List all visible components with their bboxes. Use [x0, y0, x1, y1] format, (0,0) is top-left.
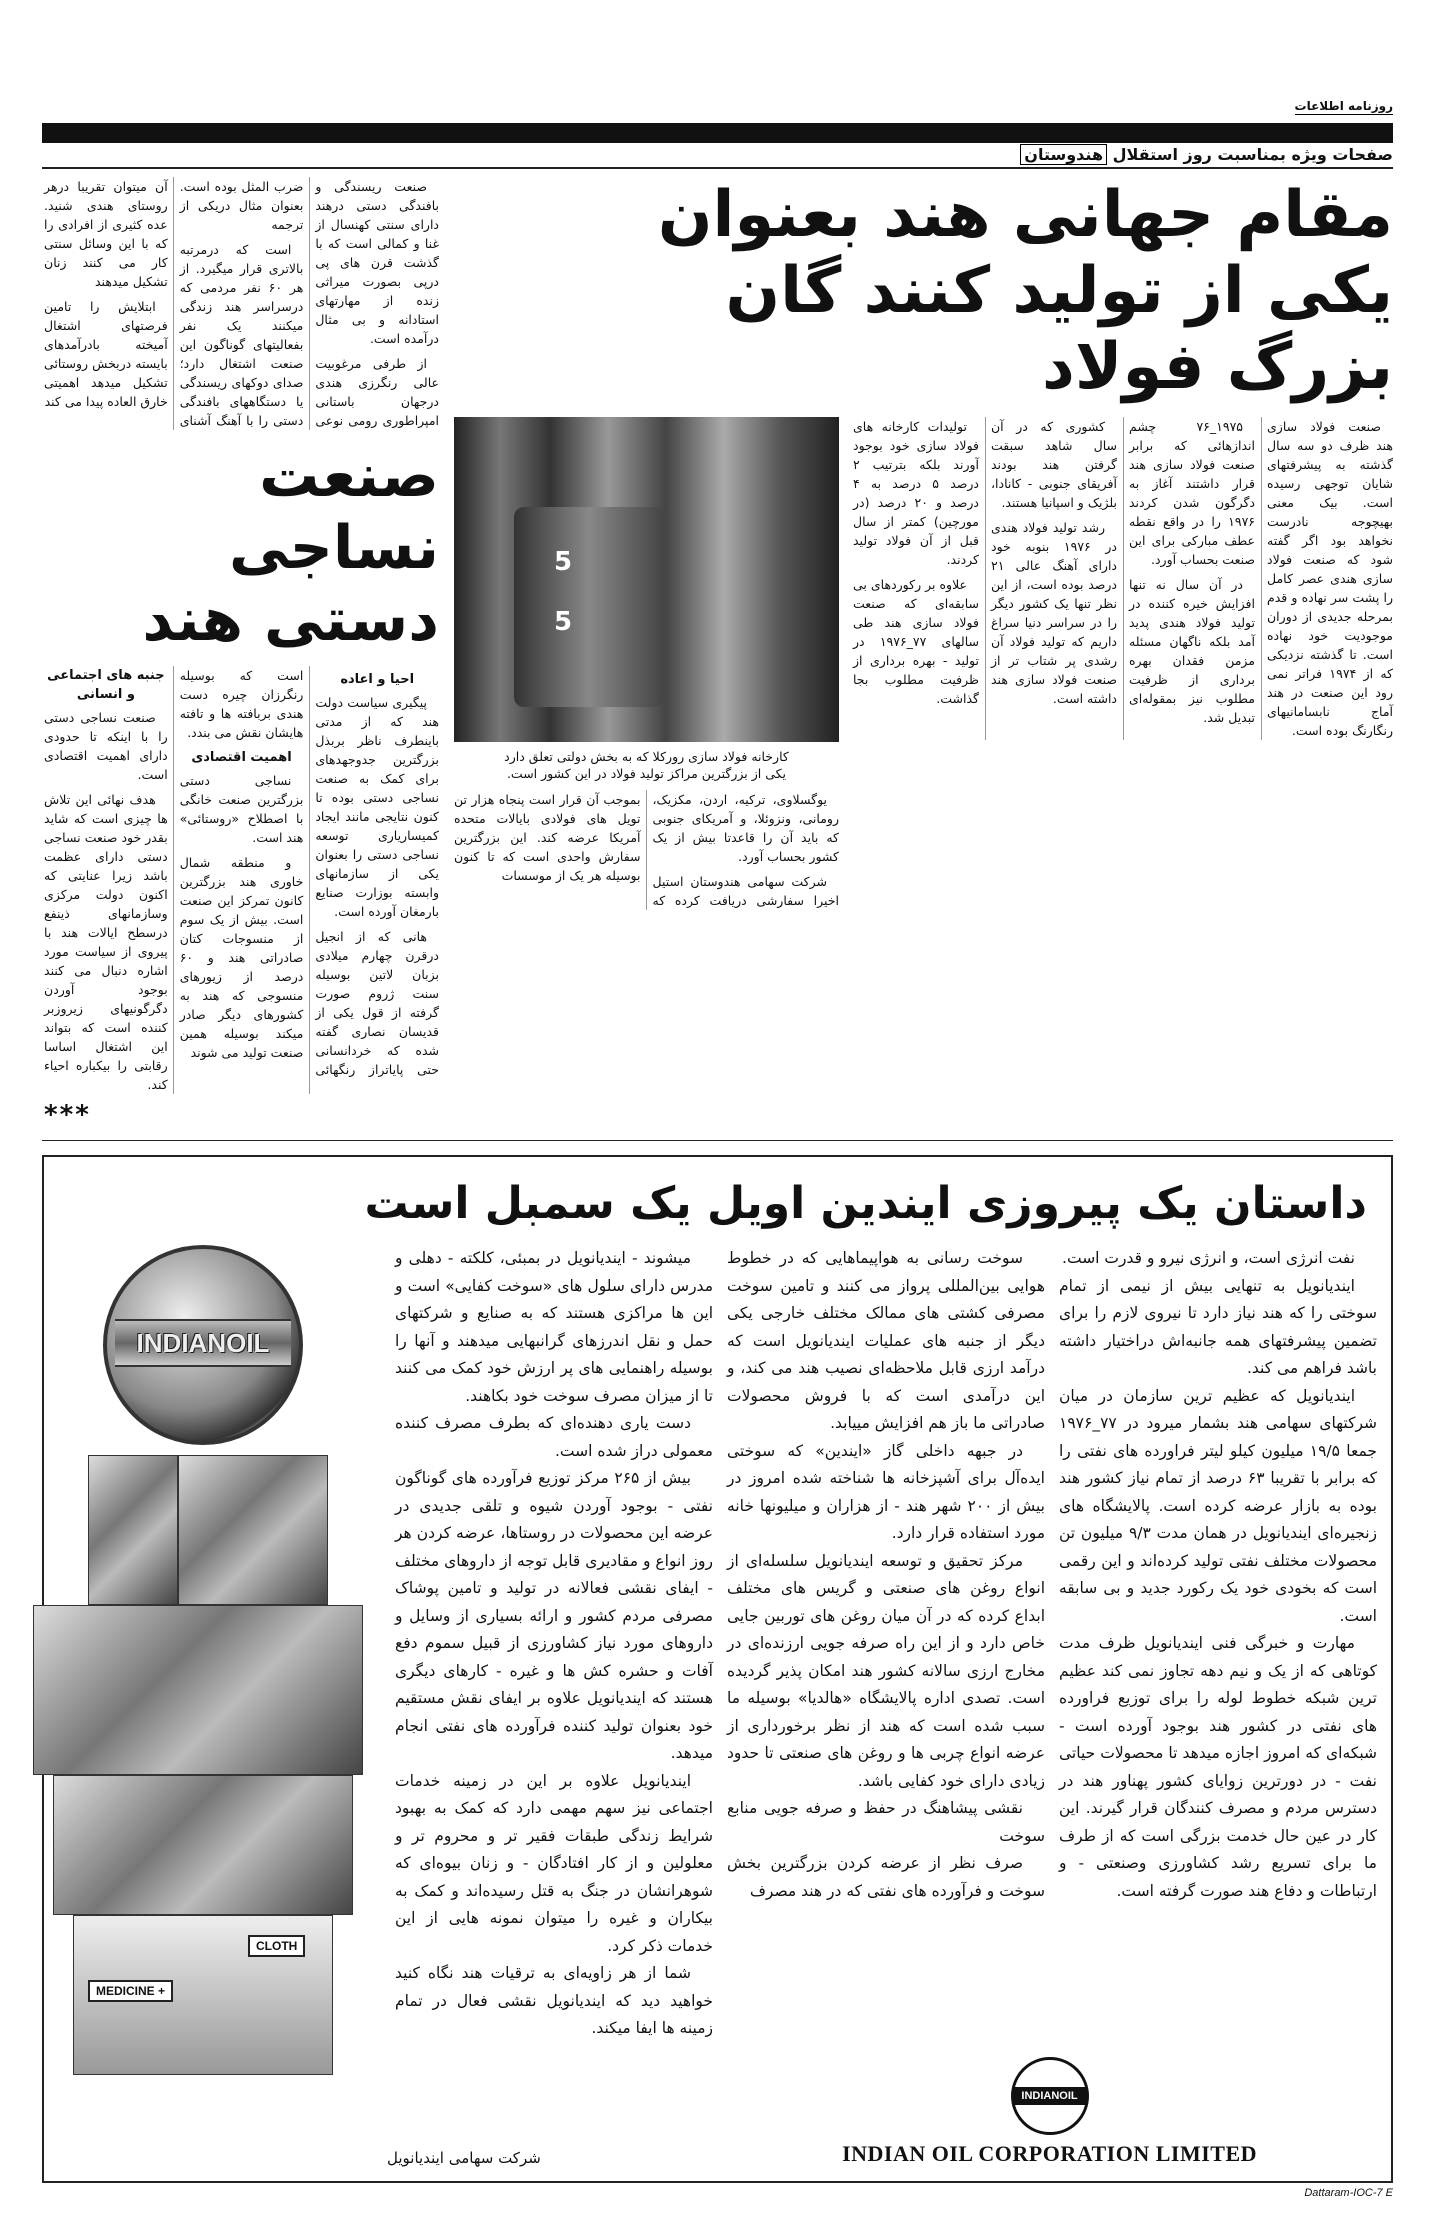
textile-paragraph: پیگیری سیاست دولت هند که از مدتی باینطرف ناظر بربذل بزرگترین جدوجهدهای برای کمک به صنعت نساجی دستی بوده تا کنون نتایجی مانند ایجاد کمیساریاری توسعه نساجی دستی را بعنوان یکی از سازمانهای وابسته بوزارت صنایع بارمغان آورده است. — [315, 695, 439, 919]
steel-paragraph: کشوری که در آن سال شاهد سبقت گرفتن هند بودند آفریقای جنوبی - کانادا، بلژیک و اسپانیا هستند. — [991, 419, 1117, 510]
textile-article-bottom — [44, 666, 439, 1094]
ad-photo-collage — [33, 1245, 373, 2080]
ad-paragraph: سوخت رسانی به هواپیماهایی که در خطوط هوایی بین‌المللی پرواز می کنند و تامین سوخت مصرفی کشتی های ممالک مختلف خارجی یکی دیگر از جنبه های عملیات ایندیانویل است که درآمد ارزی قابل ملاحظه‌ای نصیب هند می کند، و این درآمدی است که با فروش محصولات صادراتی ما باز هم افزایش مییابد. — [727, 1249, 1045, 1432]
ad-subheading: نقشی پیشاهنگ در حفظ و صرفه جویی منابع سوخت — [727, 1799, 1045, 1845]
textile-paragraph: ابتلایش را تامین فرصتهای اشتغال آمیخته بادرآمدهای بایسته دربخش روستائی تشکیل میدهد اهمیتی خارق العاده پیدا می کند — [44, 299, 168, 409]
textile-subhead: اهمیت اقتصادی — [191, 750, 292, 765]
ad-paragraph: بیش از ۲۶۵ مرکز توزیع فرآورده های گوناگون نفتی - بوجود آوردن شیوه و تلقی جدیدی در عرضه این محصولات در روستاها، عرضه کردن هر روز انواع و مقادیری قابل توجه از داروهای مختلف - ایفای نقشی فعالانه در تولید و تامین پوشاک مصرفی مردم کشور و ارائه بسیاری از وسایل و داروهای مورد نیاز کشاورزی از قبیل سموم دفع آفات و حشره کش ها و غیره - کارهای دیگری هستند که ایندیانویل علاوه بر ایفای نقش مستقیم خود بعنوان تولید کننده فرآورده های نفتی انجام میدهد. — [395, 1469, 713, 1762]
ad-paragraph: شما از هر زاویه‌ای به ترقیات هند نگاه کنید خواهید دید که ایندیانویل نقشی فعال در تمام زمینه ها ایفا میکند. — [395, 1964, 713, 2037]
collage-image-refinery — [53, 1775, 353, 1915]
steel-plant-photo — [454, 417, 839, 742]
steel-paragraph: شرکت سهامی هندوستان استیل اخیرا سفارشی دریافت کرده که بموجب آن قرار است پنجاه هزار تن تویل های فولادی بایالات متحده آمریکا عرضه کند. این بزرگترین سفارش واحدی است که تا کنون بوسیله هر یک از موسسات — [454, 792, 839, 908]
textile-subhead: جنبه های اجتماعی و انسانی — [47, 668, 165, 702]
steel-article — [453, 177, 1393, 910]
photo-caption — [454, 748, 839, 782]
steel-paragraph: رشد تولید فولاد هندی در ۱۹۷۶ بنوبه خود دارای آهنگ عالی ۲۱ درصد بوده است، از این نظر تنها یک کشور دیگر را در سراسر دنیا سراغ داریم که تولید فولاد آن رشدی پر شتاب تر از صنعت فولاد سازی هند داشته است. — [991, 520, 1117, 706]
photo-number: 5 — [554, 607, 573, 637]
ad-brand — [842, 2057, 1257, 2167]
ad-paragraph: در جبهه داخلی گاز «ایندین» که سوختی ایده‌آل برای آشپزخانه ها شناخته شده امروز در بیش از ۲۰۰ شهر هند - از هزاران و میلیونها خانه مورد استفاده قرار دارد. — [727, 1441, 1045, 1542]
steel-paragraph: تولیدات کارخانه های فولاد سازی خود بوجود آورند بلکه بترتیب ۲ درصد ۵ درصد به ۴ درصد و ۲۰ درصد (در مورچین) کمتر از سال قبل از آن فولاد تولید کردند. — [853, 419, 979, 567]
ad-signature: شرکت سهامی ایندیانویل — [387, 2148, 541, 2167]
ad-column-2 — [727, 1245, 1045, 1905]
logo-text: INDIANOIL — [1014, 2087, 1086, 2105]
steel-sidebar-column — [454, 790, 839, 910]
textile-paragraph: صنعت ریسندگی و بافندگی دستی درهند دارای سنتی کهنسال از غنا و کمالی است که با گذشت قرن های پی درپی بصورت میراثی زنده از مهارتهای استادانه و بی مثال درآمده است. — [315, 179, 439, 346]
top-articles — [42, 177, 1393, 1141]
ad-paragraph: ایندیانویل به تنهایی بیش از نیمی از تمام سوختی را که هند نیاز دارد تا نیروی لازم را برای تضمین پیشرفتهای همه جانبه‌اش دراختیار داشته باشد فراهم می کند. — [1059, 1276, 1377, 1377]
collage-image-woman — [178, 1455, 328, 1605]
ad-paragraph: نفت انرژی است، و انرژی نیرو و قدرت است. — [1062, 1249, 1355, 1267]
header-black-bar — [42, 123, 1393, 143]
textile-headline-line: دستی هند — [142, 585, 439, 655]
article-end-mark: *** — [44, 1100, 91, 1130]
steel-paragraph: علاوه بر رکوردهای بی سابقه‌ای که صنعت فولاد سازی هند طی سالهای ۷۷_۱۹۷۶ در تولید - بهره برداری از ظرفیت مطلوب بجا گذاشت. — [853, 577, 980, 706]
steel-headline-line: یکی از تولید کنند گان — [725, 254, 1393, 328]
caption-line: یکی از بزرگترین مراکز تولید فولاد در این کشور است. — [506, 766, 787, 781]
sign-logo-text: INDIANOIL — [115, 1319, 291, 1367]
corporation-name: INDIAN OIL CORPORATION LIMITED — [842, 2140, 1257, 2166]
textile-paragraph: از طرفی مرغوبیت عالی رنگرزی هندی درجهان باستانی امپراطوری رومی نوعی ضرب المثل بوده است. بعنوان مثال دریکی از ترجمه — [179, 179, 439, 428]
ad-paragraph: مرکز تحقیق و توسعه ایندیانویل سلسله‌ای از انواع روغن های صنعتی و گریس های مختلف ابداع کرده که در آن میان روغن های توربین جایی خاص دارد و از این راه صرفه جویی ارزنده‌ای در مخارج ارزی سالانه کشور هند امکان پذیر گردیده است. تصدی اداره پالایشگاه «هالدیا» بوسیله ما سبب شده است که هند از نظر برخورداری از عرضه انواع چربی ها و روغن های صنعتی تا حدود زیادی دارای خود کفایی باشد. — [727, 1551, 1045, 1790]
indianoil-sign-image — [103, 1245, 303, 1445]
indianoil-logo — [1011, 2057, 1089, 2135]
masthead-row — [42, 95, 1393, 115]
steel-headline-line: بزرگ فولاد — [1041, 330, 1393, 404]
textile-paragraph: و منطقه شمال خاوری هند بزرگترین کانون تمرکز این صنعت است. بیش از یک سوم از منسوجات کتان صادراتی هند و ۶۰ درصد از زیورهای منسوجی که هند به کشورهای دیگر صادر میکند بوسیله همین صنعت تولید می شوند — [179, 855, 304, 1060]
textile-article — [44, 177, 439, 1130]
ad-headline: داستان یک پیروزی ایندین اویل یک سمبل است — [364, 1178, 1367, 1229]
ad-column-3 — [395, 1245, 713, 2043]
steel-paragraph: یوگسلاوی، ترکیه، اردن، مکزیک، رومانی، ونزوئلا، و آمریکای جنوبی که باید آن را قاعدتا بیش از یک کشور بحساب آورد. — [652, 792, 839, 864]
steel-headline — [453, 177, 1393, 405]
section-label — [42, 143, 1393, 169]
textile-paragraph: نساجی دستی بزرگترین صنعت خانگی با اصطلاح «روستائی» هند است. — [179, 773, 304, 845]
section-label-highlight: هندوستان — [1020, 144, 1107, 165]
ad-paragraph: ایندیانویل علاوه بر این در زمینه خدمات اجتماعی نیز سهم مهمی دارد که کمک به بهبود شرایط زندگی طبقات فقیر تر و محروم تر و معلولین و از کار افتادگان - و زنان بیوه‌ای که شوهرانشان در جنگ به قتل رسیده‌اند و کمک به بیکاران و غیره را میتوان نمونه هایی از این خدمات ذکر کرد. — [395, 1771, 713, 1955]
textile-paragraph: هدف نهائی این تلاش ها چیزی است که شاید بقدر خود صنعت نساجی دستی دارای عظمت باشد زیرا عنایتی که اکنون دولت مرکزی وسازمانهای ذینفع درسطح ایالات هند با پیروی از سیاست مورد اشاره دنبال می کنند بوجود آوردن دگرگونیهای زیروزبر کننده است که بتواند این اشتغال اساسا رقابتی را بیکباره احیاء کند. — [44, 792, 168, 1092]
steel-body-row — [453, 417, 1393, 910]
ladle-image — [514, 507, 664, 707]
photo-number: 5 — [554, 547, 573, 577]
ad-text-area — [387, 1245, 1377, 2167]
textile-paragraph: صنعت نساجی دستی را با اینکه تا حدودی دارای اهمیت اقتصادی است. — [44, 710, 168, 782]
textile-headline-line: نساجی — [228, 513, 439, 583]
textile-paragraph: هانی که از انجیل درقرن چهارم میلادی بزبان لاتین بوسیله سنت ژروم صورت گرفته از قول یکی از قدیسان نصاری گفته شده که خردانسانی حتی پایاتراز رنگهائی است که بوسیله رنگرزان چیره دست هندی بربافته ها و تافته هایشان نقش می بندد. — [179, 668, 439, 1077]
steel-paragraph: صنعت فولاد سازی هند ظرف دو سه سال گذشته به پیشرفتهای شایان توجهی رسیده است. بیک معنی بهیچوجه نادرست نخواهد بود اگر گفته شود که صنعت فولاد سازی هندی عصر کامل را پشت سر نهاده و قدم بمرحله جدیدی از دوران موجودیت خود نهاده است. تا گذشته نزدیکی که از ۱۹۷۴ فراتر نمی رود این صنعت در هند آماج نابسامانیهای رنگارنگ بوده است. — [1267, 419, 1394, 738]
ad-paragraph: دست یاری دهنده‌ای که بطرف مصرف کننده معمولی دراز شده است. — [395, 1414, 713, 1460]
ad-paragraph: مهارت و خبرگی فنی ایندیانویل ظرف مدت کوتاهی که از یک و نیم دهه تجاوز نمی کند عظیم ترین شبکه خطوط لوله را برای توزیع فراورده های نفتی در کشور هند بوجود آورده است - شبکه‌ای که امروز اجازه میدهد تا محصولات حیاتی نفت - در دورترین زوایای کشور پهناور هند در دسترس مردم و مصرف کنندگان قرار گیرند. این کار در عین حال خدمت بزرگی است که از طرف ما برای تسریع رشد کشاورزی وصنعتی - و ارتباطات و دفاع هند صورت گرفته است. — [1059, 1634, 1377, 1900]
section-label-prefix: صفحات ویژه بمناسبت روز استقلال — [1112, 145, 1393, 164]
textile-paragraph: است که درمرتبه بالاتری قرار میگیرد. از هر ۶۰ نفر مردمی که درسراسر هند زندگی میکنند یک نفر بفعالیتهای گوناگون این صنعت اشتغال دارد؛ صدای دوکهای ریسندگی یا دستگاههای بافندگی دستی را با آهنگ آشنای آن میتوان تقریبا درهر روستای هندی شنید. عده کثیری از افرادی را که با این وسائل سنتی کار می کنند زنان تشکیل میدهند — [44, 179, 304, 428]
ad-paragraph: ایندیانویل که عظیم ترین سازمان در میان شرکتهای سهامی هند بشمار میرود در ۷۷_۱۹۷۶ جمعا ۱۹/۵ میلیون کیلو لیتر فراورده های نفتی را که برابر با تقریبا ۶۳ درصد از تمام نیاز کشور هند بوده به بازار عرضه کرده است. پالایشگاه های زنجیره‌ای ایندیانویل در همان مدت ۹/۳ میلیون تن محصولات مختلف نفتی تولید کرده‌اند و این رقمی است که بخودی خود یک رکورد جدید و بی سابقه است. — [1059, 1386, 1378, 1625]
newspaper-masthead: روزنامه اطلاعات — [1294, 99, 1393, 113]
indianoil-advertisement — [42, 1155, 1393, 2183]
medicine-shop-sign: + MEDICINE — [88, 1980, 173, 2002]
steel-paragraph: در آن سال نه تنها افزایش خیره کننده در تولید فولاد هندی پدید آمد بلکه ناگهان مسئله مزمن فقدان بهره برداری از ظرفیت مطلوب نیز بمقوله‌ای تبدیل شد. — [1129, 577, 1255, 725]
steel-photo-block — [454, 417, 839, 910]
caption-line: کارخانه فولاد سازی رورکلا که به بخش دولتی تعلق دارد — [504, 749, 789, 764]
cloth-shop-sign: CLOTH — [248, 1935, 305, 1957]
collage-image-aircraft — [88, 1455, 178, 1605]
textile-article-top — [44, 177, 439, 430]
textile-headline-line: صنعت — [259, 441, 439, 511]
ad-reference-code: Dattaram-IOC-7 E — [1304, 2186, 1393, 2199]
ad-columns — [387, 1245, 1377, 2043]
textile-headline — [44, 440, 439, 656]
steel-headline-line: مقام جهانی هند بعنوان — [657, 178, 1393, 252]
ad-column-1 — [1059, 1245, 1377, 1905]
ad-footer-row — [387, 2057, 1377, 2167]
collage-image-tank — [33, 1605, 363, 1775]
steel-article-body — [853, 417, 1393, 740]
steel-paragraph: ۱۹۷۵_۷۶ چشم اندازهائی که برابر صنعت فولاد سازی هند قرار داشتند آغاز به دگرگون شدن کردند ۱۹۷۶ را در واقع نقطه عطف مبارکی برای این صنعت بحساب آورد. — [1129, 419, 1255, 567]
textile-subhead: احیا و اعاده — [340, 672, 415, 687]
ad-body — [54, 1245, 1377, 2167]
ad-paragraph: صرف نظر از عرضه کردن بزرگترین بخش سوخت و فرآورده های نفتی که در هند مصرف — [727, 1854, 1045, 1900]
ad-paragraph: میشوند - ایندیانویل در بمبئی، کلکته - دهلی و مدرس دارای سلول های «سوخت کفایی» است و این ها مراکزی هستند که به صنایع و شرکتهای حمل و نقل اندرزهای گرانبهایی میدهند و آنها را بوسیله راهنمایی های پر ارزش خود کمک می کنند تا از میزان مصرف سوخت خود بکاهند. — [395, 1249, 713, 1405]
